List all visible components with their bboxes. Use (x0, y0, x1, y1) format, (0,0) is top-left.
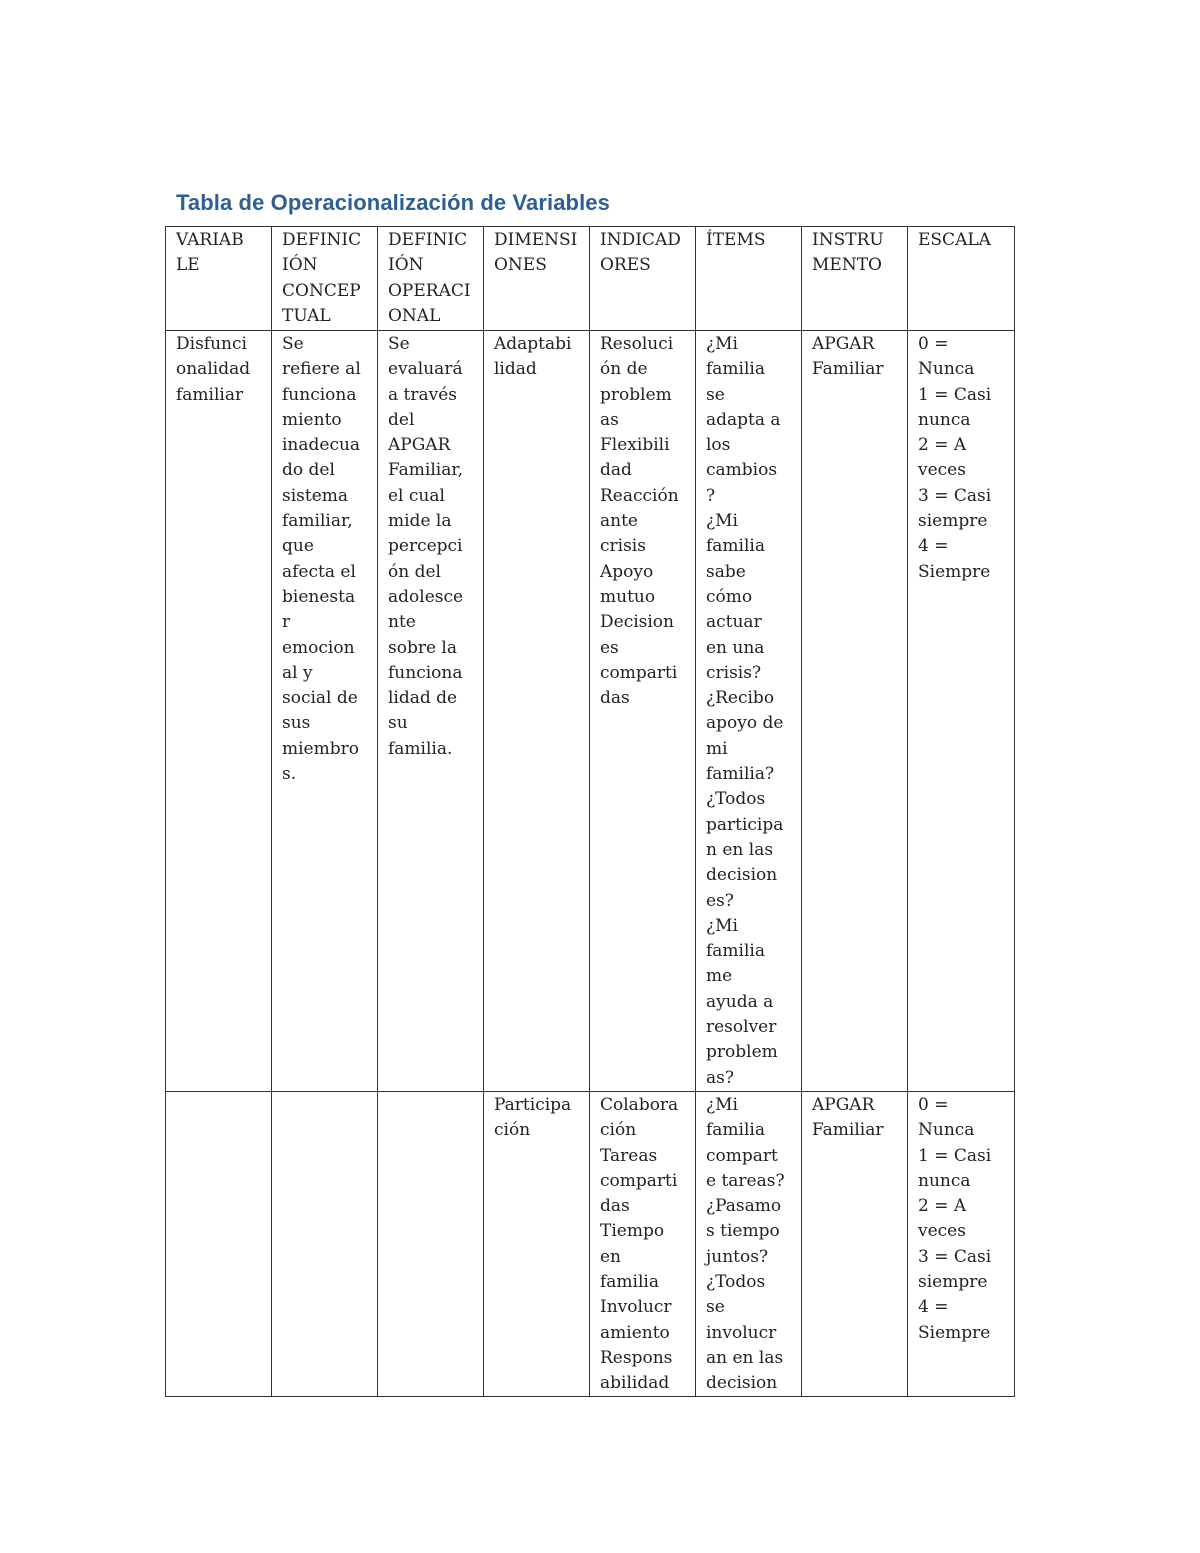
cell-text (176, 332, 265, 408)
cell-line: ¿Mi (706, 1094, 738, 1115)
cell-text (176, 228, 265, 279)
cell-line: LE (176, 255, 200, 276)
cell-line: n en las (706, 839, 774, 860)
cell-line: Resoluci (600, 334, 674, 354)
cell-line: al y (282, 662, 313, 683)
cell-line: evaluará (388, 359, 463, 380)
cell-line: familiar (176, 384, 244, 405)
cell-line: compart (706, 1145, 778, 1166)
cell-line: Siempre (918, 561, 991, 582)
cell-text (706, 228, 795, 253)
cell-line: OPERACI (388, 280, 471, 301)
cell-line: nunca (918, 1170, 971, 1191)
cell-line: Familiar (812, 359, 884, 380)
cell-line: veces (918, 1221, 966, 1242)
table-row (166, 331, 1015, 1092)
cell-line: nunca (918, 409, 971, 430)
cell-line: comparti (600, 662, 678, 683)
cell-line: ¿Mi (706, 511, 738, 532)
cell-line: adolesce (388, 586, 464, 607)
header-cell-dimensions (484, 227, 590, 331)
cell-line: Reacción (600, 485, 679, 506)
cell-line: r (282, 612, 291, 633)
cell-line: crisis? (706, 662, 762, 683)
cell-line: el cual (388, 485, 445, 506)
cell-line: TUAL (282, 305, 331, 326)
operationalization-table (165, 226, 1015, 1397)
cell-line: Decision (600, 612, 674, 633)
data-cell-scale (908, 1091, 1015, 1397)
cell-line: DEFINIC (388, 230, 468, 250)
cell-line: ? (706, 485, 716, 506)
header-cell-items (696, 227, 802, 331)
cell-text (282, 332, 371, 787)
header-cell-indicators (590, 227, 696, 331)
cell-line: bienesta (282, 586, 356, 607)
cell-line: MENTO (812, 255, 882, 276)
cell-line: Tareas (600, 1145, 658, 1166)
data-cell-conceptual-definition (272, 331, 378, 1092)
header-cell-instrument (802, 227, 908, 331)
cell-line: ONAL (388, 305, 441, 326)
cell-line: ayuda a (706, 991, 774, 1012)
cell-line: ón de (600, 359, 648, 380)
cell-line: 3 = Casi (918, 485, 992, 506)
cell-text (706, 332, 795, 1091)
table-row (166, 1091, 1015, 1397)
cell-line: 3 = Casi (918, 1246, 992, 1267)
cell-line: 4 = (918, 536, 949, 557)
cell-line: comparti (600, 1170, 678, 1191)
cell-line: funciona (388, 662, 463, 683)
cell-line: ¿Todos (706, 789, 766, 810)
data-cell-items (696, 1091, 802, 1397)
cell-line: IÓN (282, 255, 318, 276)
cell-line: Adaptabi (494, 334, 572, 354)
cell-line: 0 = (918, 1094, 949, 1115)
cell-line: su (388, 713, 408, 734)
cell-line: familia. (388, 738, 453, 759)
cell-line: familia (706, 1120, 765, 1141)
cell-line: los (706, 435, 731, 456)
cell-line: sistema (282, 485, 349, 506)
cell-line: nte (388, 612, 416, 633)
data-cell-instrument (802, 331, 908, 1092)
cell-line: cambios (706, 460, 778, 481)
cell-line: mide la (388, 511, 452, 532)
cell-line: ción (494, 1120, 531, 1141)
cell-line: ¿Pasamo (706, 1196, 782, 1217)
cell-line: juntos? (706, 1246, 769, 1267)
cell-line: es (600, 637, 619, 658)
cell-text (494, 332, 583, 383)
cell-line: VARIAB (176, 230, 244, 250)
cell-line: Nunca (918, 359, 975, 380)
cell-line: ¿Todos (706, 1271, 766, 1292)
data-cell-conceptual-definition (272, 1091, 378, 1397)
cell-line: problem (706, 1042, 778, 1063)
cell-line: abilidad (600, 1373, 670, 1394)
cell-line: participa (706, 814, 784, 835)
data-cell-operational-definition (378, 331, 484, 1092)
cell-line: Tiempo (600, 1221, 665, 1242)
cell-line: en (600, 1246, 622, 1267)
cell-line: cómo (706, 586, 753, 607)
cell-text (918, 1093, 1008, 1346)
data-cell-dimensions (484, 331, 590, 1092)
cell-line: ESCALA (918, 230, 991, 250)
cell-line: as (600, 409, 619, 430)
cell-line: me (706, 966, 733, 987)
data-cell-indicators (590, 1091, 696, 1397)
cell-text (812, 332, 901, 383)
cell-text (706, 1093, 795, 1397)
cell-line: 4 = (918, 1297, 949, 1318)
cell-line: familia (706, 941, 765, 962)
cell-line: ción (600, 1120, 637, 1141)
cell-line: Respons (600, 1347, 673, 1368)
cell-line: sus (282, 713, 311, 734)
cell-line: ¿Mi (706, 334, 738, 354)
cell-line: APGAR (812, 334, 875, 354)
cell-line: ón del (388, 561, 441, 582)
cell-line: DIMENSI (494, 230, 578, 250)
cell-line: problem (600, 384, 672, 405)
cell-line: ORES (600, 255, 651, 276)
cell-text (388, 228, 477, 329)
cell-line: CONCEP (282, 280, 361, 301)
header-cell-variable (166, 227, 272, 331)
cell-line: INDICAD (600, 230, 681, 250)
cell-line: se (706, 384, 725, 405)
cell-text (918, 332, 1008, 585)
cell-line: refiere al (282, 359, 361, 380)
cell-line: es? (706, 890, 734, 911)
cell-line: 0 = (918, 334, 949, 354)
cell-line: DEFINIC (282, 230, 362, 250)
cell-line: Disfunci (176, 334, 247, 354)
cell-line: ÍTEMS (706, 230, 766, 250)
cell-line: 2 = A (918, 435, 967, 456)
data-cell-scale (908, 331, 1015, 1092)
cell-line: APGAR (388, 435, 451, 456)
cell-line: Colabora (600, 1094, 679, 1115)
cell-line: familia (706, 359, 765, 380)
cell-text (494, 228, 583, 279)
cell-text (282, 228, 371, 329)
cell-text (494, 1093, 583, 1144)
cell-line: ¿Mi (706, 915, 738, 936)
cell-line: decision (706, 1373, 778, 1394)
cell-line: Involucr (600, 1297, 672, 1318)
cell-line: Siempre (918, 1322, 991, 1343)
cell-line: 1 = Casi (918, 384, 992, 405)
cell-line: se (706, 1297, 725, 1318)
cell-text (600, 332, 689, 711)
cell-line: ante (600, 511, 638, 532)
cell-line: 2 = A (918, 1196, 967, 1217)
cell-line: miembro (282, 738, 359, 759)
cell-line: amiento (600, 1322, 670, 1343)
cell-line: decision (706, 865, 778, 886)
cell-line: percepci (388, 536, 463, 557)
cell-line: Familiar, (388, 460, 464, 481)
data-cell-instrument (802, 1091, 908, 1397)
data-cell-variable (166, 331, 272, 1092)
cell-line: emocion (282, 637, 355, 658)
cell-line: inadecua (282, 435, 361, 456)
cell-line: INSTRU (812, 230, 884, 250)
cell-line: an en las (706, 1347, 784, 1368)
cell-line: 1 = Casi (918, 1145, 992, 1166)
cell-line: e tareas? (706, 1170, 785, 1191)
cell-line: a través (388, 384, 458, 405)
cell-line: adapta a (706, 409, 781, 430)
cell-text (812, 228, 901, 279)
cell-line: sabe (706, 561, 746, 582)
cell-text (812, 1093, 901, 1144)
cell-line: ¿Recibo (706, 688, 775, 709)
cell-text (600, 228, 689, 279)
cell-line: s. (282, 764, 297, 785)
cell-line: mutuo (600, 586, 656, 607)
data-cell-items (696, 331, 802, 1092)
cell-line: s tiempo (706, 1221, 780, 1242)
cell-line: afecta el (282, 561, 356, 582)
header-cell-conceptual-definition (272, 227, 378, 331)
cell-line: apoyo de (706, 713, 784, 734)
cell-text (918, 228, 1008, 253)
cell-line: das (600, 1196, 630, 1217)
cell-line: familiar, (282, 511, 353, 532)
data-cell-dimensions (484, 1091, 590, 1397)
cell-line: resolver (706, 1017, 777, 1038)
page-title: Tabla de Operacionalización de Variables (176, 190, 610, 215)
cell-line: Nunca (918, 1120, 975, 1141)
cell-line: das (600, 688, 630, 709)
cell-line: onalidad (176, 359, 251, 380)
cell-line: lidad de (388, 688, 458, 709)
cell-line: mi (706, 738, 728, 759)
cell-line: sobre la (388, 637, 458, 658)
cell-line: Se (282, 334, 304, 354)
cell-line: Familiar (812, 1120, 884, 1141)
cell-line: Se (388, 334, 410, 354)
data-cell-operational-definition (378, 1091, 484, 1397)
data-cell-indicators (590, 331, 696, 1092)
cell-line: dad (600, 460, 632, 481)
cell-line: involucr (706, 1322, 777, 1343)
cell-line: siempre (918, 1271, 988, 1292)
header-cell-scale (908, 227, 1015, 331)
cell-line: siempre (918, 511, 988, 532)
cell-line: APGAR (812, 1094, 875, 1115)
cell-line: familia (706, 536, 765, 557)
cell-line: actuar (706, 612, 762, 633)
cell-line: Apoyo (600, 561, 654, 582)
cell-line: miento (282, 409, 342, 430)
cell-line: crisis (600, 536, 646, 557)
header-cell-operational-definition (378, 227, 484, 331)
cell-line: veces (918, 460, 966, 481)
cell-line: familia (600, 1271, 659, 1292)
cell-line: Flexibili (600, 435, 670, 456)
cell-line: funciona (282, 384, 357, 405)
cell-line: que (282, 536, 314, 557)
cell-text (600, 1093, 689, 1397)
cell-line: ONES (494, 255, 547, 276)
cell-line: as? (706, 1067, 734, 1088)
cell-line: IÓN (388, 255, 424, 276)
cell-line: do del (282, 460, 335, 481)
cell-line: Participa (494, 1094, 572, 1115)
data-cell-variable (166, 1091, 272, 1397)
cell-line: social de (282, 688, 358, 709)
header-row (166, 227, 1015, 331)
cell-line: familia? (706, 764, 775, 785)
cell-line: del (388, 409, 415, 430)
cell-text (388, 332, 477, 762)
cell-line: lidad (494, 359, 537, 380)
cell-line: en una (706, 637, 765, 658)
table-body (166, 227, 1015, 1397)
